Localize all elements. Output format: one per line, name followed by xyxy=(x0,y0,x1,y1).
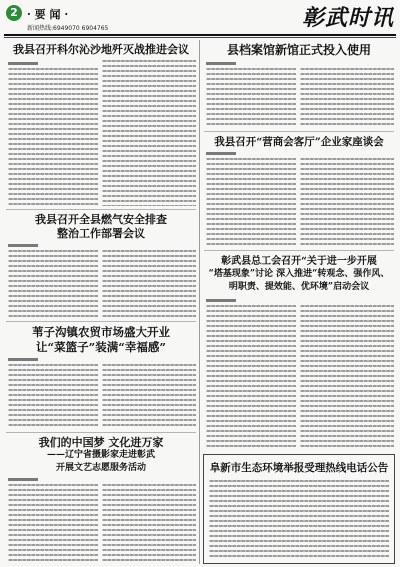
article-body-text xyxy=(300,305,394,449)
article-separator xyxy=(204,131,394,132)
headline-line: “塔基现象”讨论 深入推进“转观念、强作风、 xyxy=(208,269,390,279)
headline-line: 整治工作部署会议 xyxy=(57,227,145,240)
header-rule-thin xyxy=(4,37,396,38)
headline-line: 彰武县总工会召开“关于进一步开展 xyxy=(221,256,377,267)
headline-line: 我县召开科尔沁沙地歼灭战推进会议 xyxy=(13,43,189,56)
article-body-text xyxy=(102,484,196,562)
byline xyxy=(206,299,236,302)
column-divider xyxy=(199,40,200,564)
byline xyxy=(8,358,38,361)
article-body-text xyxy=(102,250,196,318)
article-separator xyxy=(6,321,196,322)
notice-headline xyxy=(204,461,394,475)
news-hotline: 新闻热线:6949070 6904765 xyxy=(27,25,109,32)
article-headline xyxy=(6,43,196,57)
article-body-text xyxy=(8,250,98,318)
byline xyxy=(8,62,38,65)
article-body-text xyxy=(300,158,394,247)
article-headline xyxy=(6,436,196,475)
article-body-text xyxy=(206,305,296,449)
article-body-text xyxy=(102,60,196,206)
article-headline xyxy=(204,43,394,58)
headline-line: 我们的中国梦 文化进万家 xyxy=(38,436,164,449)
byline xyxy=(8,244,38,247)
section-label: · 要 闻 · xyxy=(27,8,69,21)
page-number-badge: 2 xyxy=(6,5,22,21)
article-headline xyxy=(204,135,394,149)
headline-line: 阜新市生态环境举报受理热线电话公告 xyxy=(209,462,389,474)
article-headline xyxy=(6,213,196,241)
article-body-text xyxy=(300,68,394,128)
article-separator xyxy=(204,250,394,251)
headline-line: 我县召开全县燃气安全排查 xyxy=(35,213,167,226)
article-body-text xyxy=(8,364,98,429)
article-headline xyxy=(204,255,394,294)
article-body-text xyxy=(206,68,296,128)
notice-body-text xyxy=(209,480,389,558)
article-separator xyxy=(6,432,196,433)
article-body-text xyxy=(8,484,98,562)
byline xyxy=(206,62,236,65)
headline-subline: ——辽宁省摄影家走进彰武 xyxy=(46,450,155,460)
article-body-text xyxy=(102,364,196,429)
headline-line: 明职责、提效能、优环境”启动会议 xyxy=(228,282,370,292)
headline-subline: 让“菜篮子”装满“幸福感” xyxy=(36,340,166,354)
article-body-text xyxy=(206,158,296,247)
article-body-text xyxy=(8,68,98,206)
headline-line: 县档案馆新馆正式投入使用 xyxy=(226,43,371,57)
headline-subline: 开展文艺志愿服务活动 xyxy=(55,463,146,473)
article-headline xyxy=(6,325,196,355)
headline-line: 苇子沟镇农贸市场盛大开业 xyxy=(32,325,170,339)
byline xyxy=(206,152,236,155)
masthead-logo: 彰武时讯 xyxy=(301,5,394,31)
article-separator xyxy=(6,209,196,210)
header-rule xyxy=(4,34,396,36)
byline xyxy=(8,478,38,481)
headline-line: 我县召开“营商会客厅”企业家座谈会 xyxy=(214,136,384,148)
